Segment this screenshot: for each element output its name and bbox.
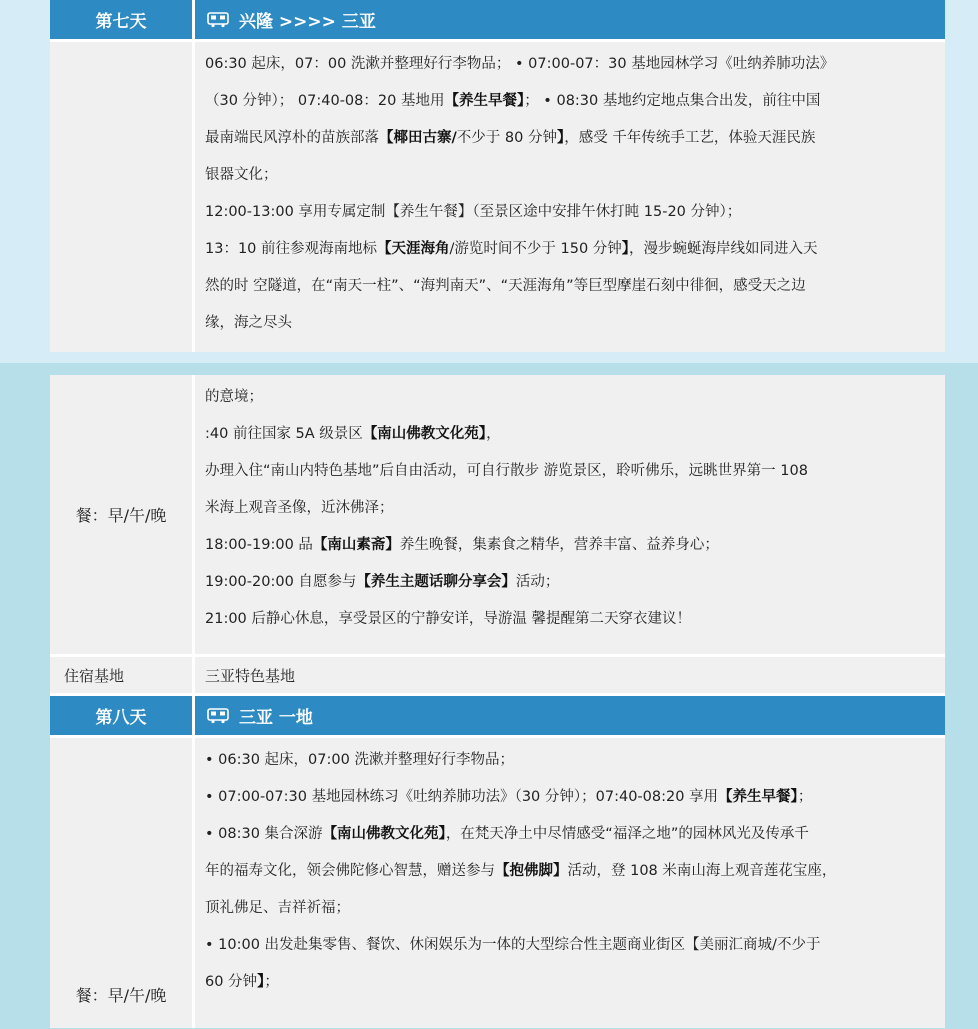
schedule-line: 然的时 空隧道，在“南天一柱”、“海判南天”、“天涯海角”等巨型摩崖石刻中徘徊，感受天之边 [205,278,806,294]
day7-label: 第七天 [50,0,192,39]
day8-meals: 餐：早/午/晚 [50,738,192,1028]
schedule-line: • 10:00 出发赴集零售、餐饮、休闲娱乐为一体的大型综合性主题商业街区【美丽汇商城/不少于 [205,937,821,953]
day8-label: 第八天 [50,696,192,735]
schedule-line: 18:00-19:00 品【南山素斋】养生晚餐，集素食之精华，营养丰富、益养身心； [205,537,719,553]
day7-content-row [50,42,945,352]
schedule-line: 13：10 前往参观海南地标【天涯海角/游览时间不少于 150 分钟】，漫步蜿蜒海岸线如同进入天 [205,241,818,257]
bus-icon [207,708,229,724]
schedule-line: 办理入住“南山内特色基地”后自由活动，可自行散步 游览景区，聆听佛乐，远眺世界第一 108 [205,463,808,479]
schedule-line: 年的福寿文化，领会佛陀修心智慧，赠送参与【抱佛脚】活动，登 108 米南山海上观音莲花宝座， [205,863,837,879]
schedule-line: • 06:30 起床，07:00 洗漱并整理好行李物品； [205,752,514,768]
day8-schedule [195,738,945,1028]
bus-icon [207,12,229,28]
schedule-line: 缘，海之尽头 [205,315,292,331]
lodging-value: 三亚特色基地 [195,657,945,693]
day7-header-row [50,0,945,39]
day7-cont-row [50,375,945,654]
schedule-line: 06:30 起床，07：00 洗漱并整理好行李物品； • 07:00-07：30 基地园林学习《吐纳养肺功法》 [205,56,835,72]
day7-cont-schedule [195,375,945,654]
schedule-line: 最南端民风淳朴的苗族部落【椰田古寨/不少于 80 分钟】，感受 千年传统手工艺，体验天涯民族 [205,130,816,146]
day7-side-cell [50,42,192,352]
day8-route: 三亚 一地 [239,708,313,728]
day8-header-row [50,696,945,735]
itinerary-table-day7 [50,0,945,352]
schedule-line: • 08:30 集合深游【南山佛教文化苑】，在梵天净土中尽情感受“福泽之地”的园林风光及传承千 [205,826,809,842]
schedule-line: 顶礼佛足、吉祥祈福； [205,900,350,916]
schedule-line: • 07:00-07:30 基地园林练习《吐纳养肺功法》（30 分钟）；07:40-08:20 享用【养生早餐】； [205,789,813,805]
day7-schedule [195,42,945,352]
schedule-line: 的意境； [205,389,263,405]
day8-route-cell [195,696,945,735]
schedule-line: :40 前往国家 5A 级景区【南山佛教文化苑】， [205,426,501,442]
schedule-line: 米海上观音圣像，近沐佛泽； [205,500,394,516]
schedule-line: 19:00-20:00 自愿参与【养生主题话聊分享会】活动； [205,574,560,590]
day7-meals: 餐：早/午/晚 [50,375,192,654]
schedule-line: 21:00 后静心休息，享受景区的宁静安详，导游温 馨提醒第二天穿衣建议！ [205,611,692,627]
schedule-line: 银器文化； [205,167,278,183]
schedule-line: 12:00-13:00 享用专属定制【养生午餐】（至景区途中安排午休打盹 15-20 分钟）； [205,204,742,220]
lodging-label: 住宿基地 [50,657,192,693]
day7-route-cell [195,0,945,39]
day7-route: 兴隆 >>>> 三亚 [239,12,376,32]
schedule-line: 60 分钟】； [205,974,279,990]
itinerary-table-continued [50,375,945,1028]
day8-content-row [50,738,945,1028]
lodging-row [50,657,945,693]
schedule-line: （30 分钟）； 07:40-08：20 基地用【养生早餐】； • 08:30 基地约定地点集合出发，前往中国 [205,93,821,109]
